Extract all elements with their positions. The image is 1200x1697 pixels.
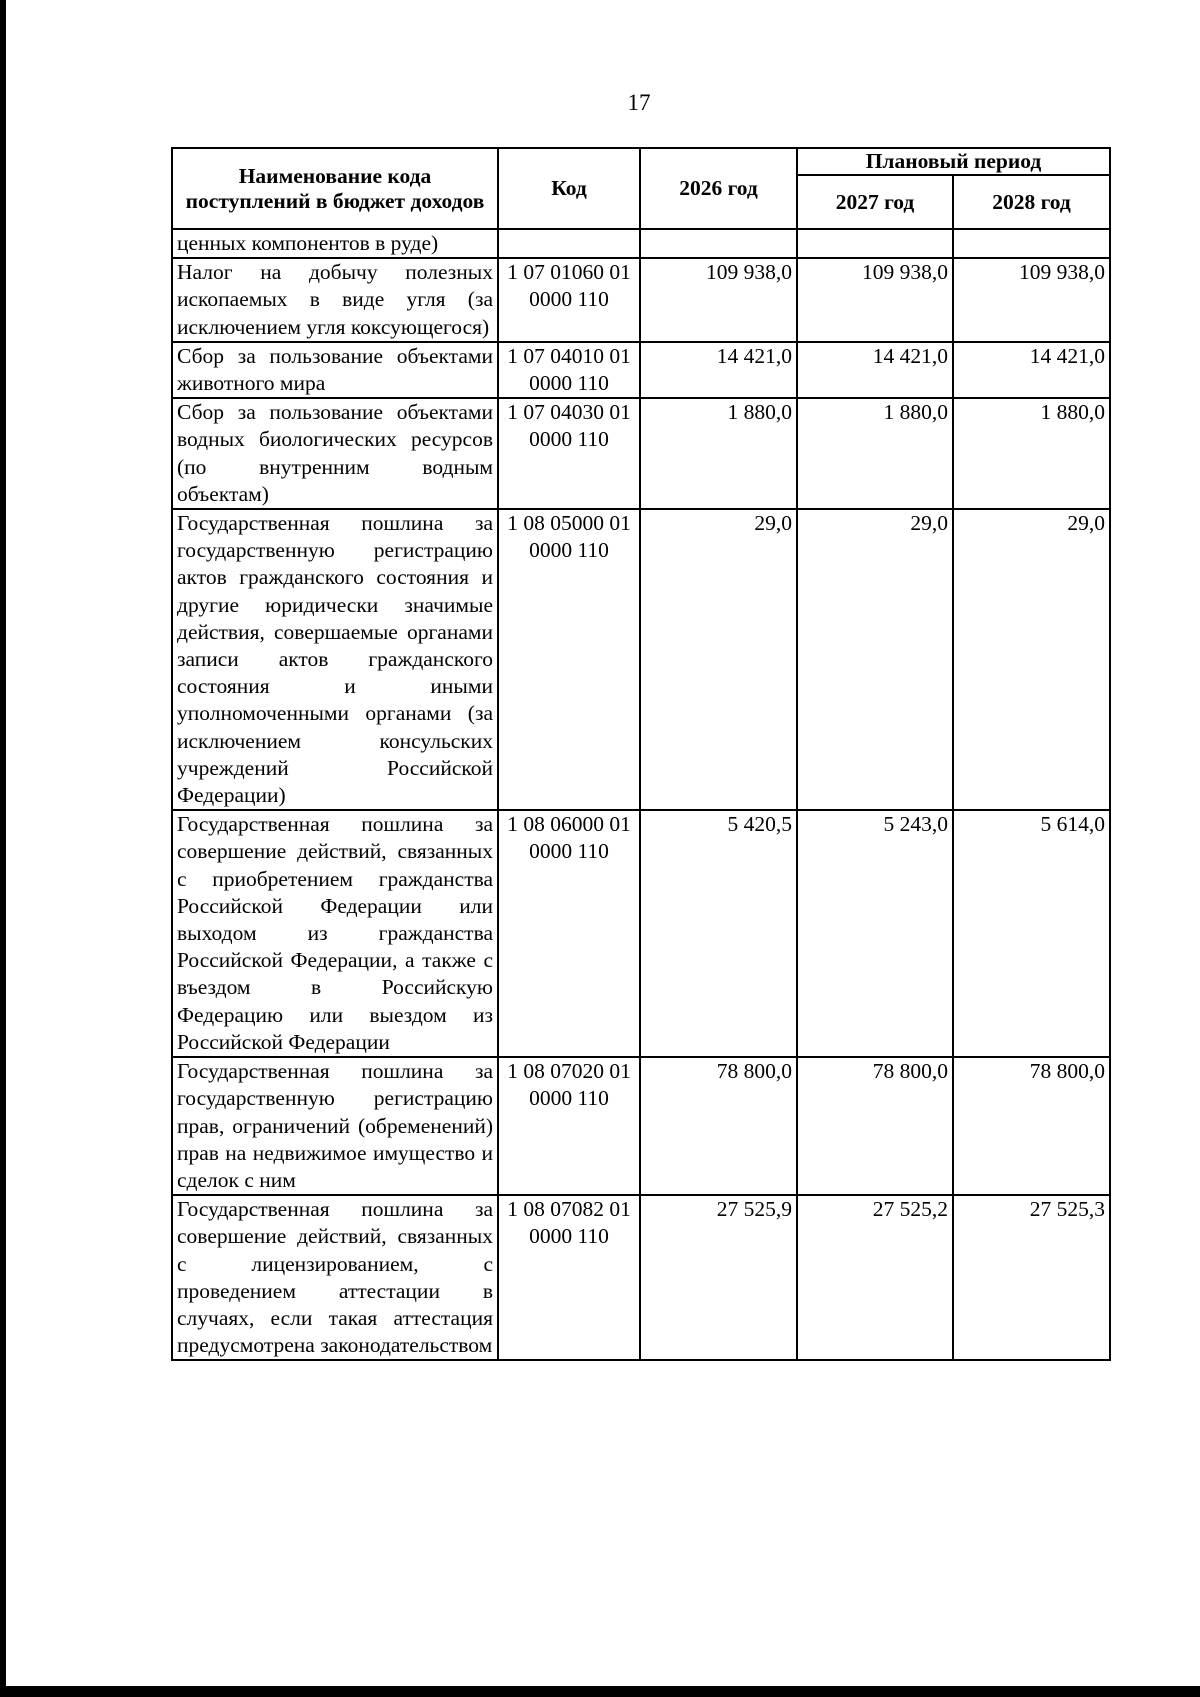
cell-2028: 27 525,3	[953, 1195, 1110, 1360]
cell-name: Государственная пошлина за совершение действий, связанных с лицензированием, с проведением аттестации в случаях, если такая аттестация предусмотрена законодательством	[172, 1195, 498, 1360]
header-year-current: 2026 год	[640, 148, 797, 229]
table-row	[172, 1057, 1110, 1195]
cell-code: 1 08 05000 01 0000 110	[498, 509, 640, 810]
table-row	[172, 398, 1110, 509]
cell-name: ценных компонентов в руде)	[172, 229, 498, 258]
scan-edge-left	[0, 0, 6, 1697]
table-row	[172, 509, 1110, 810]
header-year-after: 2028 год	[953, 175, 1110, 229]
cell-2028: 1 880,0	[953, 398, 1110, 509]
cell-2027: 14 421,0	[797, 342, 953, 398]
cell-name: Государственная пошлина за совершение действий, связанных с приобретением гражданства Российской Федерации или выходом из гражданства Российской Федерации, а также с въездом в Российскую Федерацию или выездом из Российской Федерации	[172, 810, 498, 1057]
header-code: Код	[498, 148, 640, 229]
cell-2028: 78 800,0	[953, 1057, 1110, 1195]
header-name: Наименование кода поступлений в бюджет доходов	[172, 148, 498, 229]
cell-code	[498, 229, 640, 258]
scan-edge-bottom	[0, 1686, 1200, 1697]
cell-2028: 29,0	[953, 509, 1110, 810]
cell-2026: 109 938,0	[640, 258, 797, 342]
cell-2026: 14 421,0	[640, 342, 797, 398]
table-body	[172, 229, 1110, 1360]
cell-2028	[953, 229, 1110, 258]
cell-2027: 5 243,0	[797, 810, 953, 1057]
table-row	[172, 258, 1110, 342]
cell-2027: 29,0	[797, 509, 953, 810]
cell-name: Сбор за пользование объектами водных биологических ресурсов (по внутренним водным объектам)	[172, 398, 498, 509]
table-row	[172, 1195, 1110, 1360]
cell-code: 1 07 01060 01 0000 110	[498, 258, 640, 342]
table-row	[172, 342, 1110, 398]
cell-2026: 78 800,0	[640, 1057, 797, 1195]
cell-code: 1 08 07020 01 0000 110	[498, 1057, 640, 1195]
cell-2028: 14 421,0	[953, 342, 1110, 398]
cell-2026	[640, 229, 797, 258]
cell-2028: 109 938,0	[953, 258, 1110, 342]
cell-2026: 27 525,9	[640, 1195, 797, 1360]
header-year-next: 2027 год	[797, 175, 953, 229]
table-row	[172, 810, 1110, 1057]
page-number: 17	[627, 90, 651, 115]
cell-name: Сбор за пользование объектами животного мира	[172, 342, 498, 398]
header-planning-period: Плановый период	[797, 148, 1110, 175]
cell-2026: 1 880,0	[640, 398, 797, 509]
cell-2027: 27 525,2	[797, 1195, 953, 1360]
cell-code: 1 07 04010 01 0000 110	[498, 342, 640, 398]
table-row	[172, 229, 1110, 258]
cell-2026: 29,0	[640, 509, 797, 810]
cell-code: 1 07 04030 01 0000 110	[498, 398, 640, 509]
cell-name: Налог на добычу полезных ископаемых в виде угля (за исключением угля коксующегося)	[172, 258, 498, 342]
cell-code: 1 08 06000 01 0000 110	[498, 810, 640, 1057]
table-header	[172, 148, 1110, 229]
cell-code: 1 08 07082 01 0000 110	[498, 1195, 640, 1360]
cell-2027: 78 800,0	[797, 1057, 953, 1195]
cell-2027: 109 938,0	[797, 258, 953, 342]
revenue-table	[171, 147, 1111, 1361]
cell-2027: 1 880,0	[797, 398, 953, 509]
cell-name: Государственная пошлина за государственную регистрацию прав, ограничений (обременений) прав на недвижимое имущество и сделок с ним	[172, 1057, 498, 1195]
cell-name: Государственная пошлина за государственную регистрацию актов гражданского состояния и другие юридически значимые действия, совершаемые органами записи актов гражданского состояния и иными уполномоченными органами (за исключением консульских учреждений Российской Федерации)	[172, 509, 498, 810]
cell-2026: 5 420,5	[640, 810, 797, 1057]
cell-2028: 5 614,0	[953, 810, 1110, 1057]
cell-2027	[797, 229, 953, 258]
